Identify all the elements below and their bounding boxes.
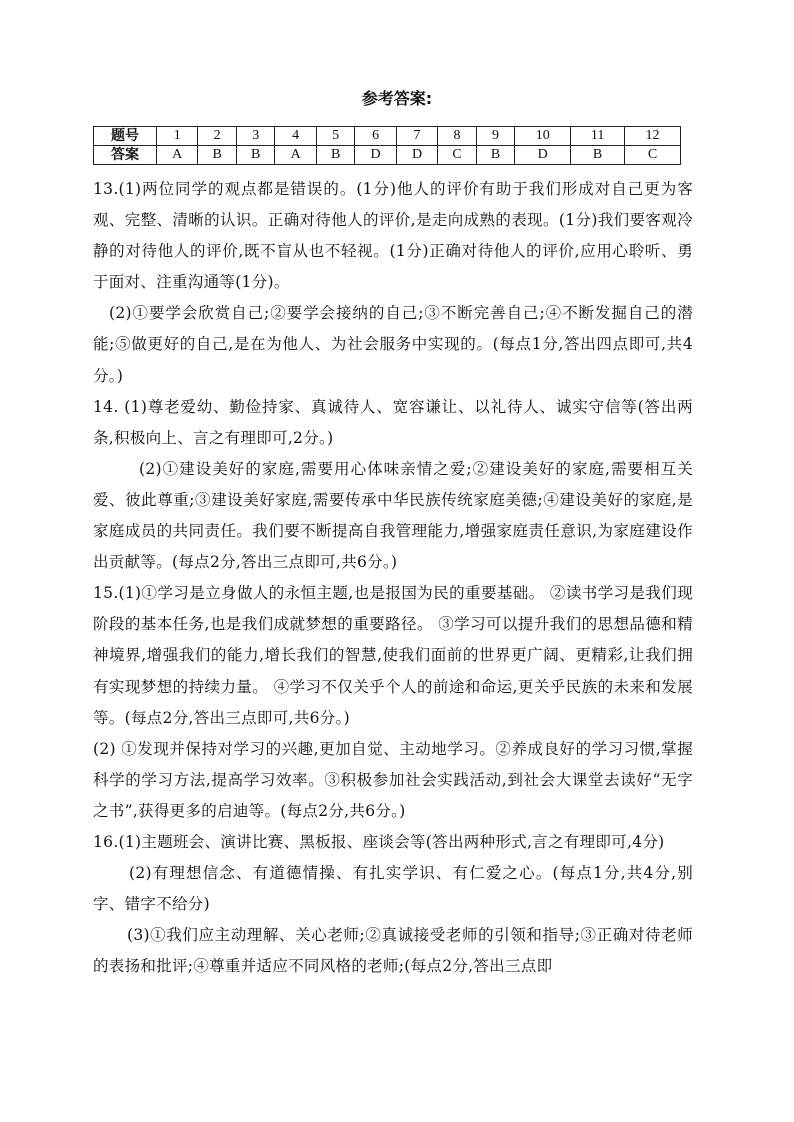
question-number: 7	[396, 127, 437, 146]
answer-paragraph-q14-1: 14. (1)尊老爱幼、勤俭持家、真诚待人、宽容谦让、以礼待人、诚实守信等(答出两条,积极向上、言之有理即可,2分。)	[93, 397, 693, 447]
question-number: 6	[355, 127, 396, 146]
question-number: 3	[236, 127, 275, 146]
question-number: 12	[625, 127, 681, 146]
answer-cell: D	[355, 146, 396, 165]
answer-cell: D	[396, 146, 437, 165]
question-number: 1	[157, 127, 198, 146]
row-label-number: 题号	[94, 127, 157, 146]
question-number: 4	[275, 127, 316, 146]
question-number: 5	[316, 127, 355, 146]
answer-paragraph-q13-2: (2)①要学会欣赏自己;②要学会接纳的自己;③不断完善自己;④不断发掘自己的潜能;⑤做更好的自己,是在为他人、为社会服务中实现的。(每点1分,答出四点即可,共4分。)	[93, 304, 693, 385]
question-number: 8	[438, 127, 477, 146]
answer-paragraph-q15-1: 15.(1)①学习是立身做人的永恒主题,也是报国为民的重要基础。 ②读书学习是我们现阶段的基本任务,也是我们成就梦想的重要路径。 ③学习可以提升我们的思想品德和精神境界,增强我们的能力,增长我们的智慧,使我们面前的世界更广阔、更精彩,让我们拥有实现梦想的持续力量。 ④学习不仅关乎个人的前途和命运,更关乎民族的未来和发展等。(每点2分,答出三点即可,共6分。)	[93, 584, 693, 727]
answer-paragraph-q14-2: (2)①建设美好的家庭,需要用心体味亲情之爱;②建设美好的家庭,需要相互关爱、彼此尊重;③建设美好家庭,需要传承中华民族传统家庭美德;④建设美好的家庭,是家庭成员的共同责任。我们要不断提高自我管理能力,增强家庭责任意识,为家庭建设作出贡献等。(每点2分,答出三点即可,共6分。)	[93, 459, 693, 572]
row-label-answer: 答案	[94, 146, 157, 165]
answer-paragraph-q16-3: (3)①我们应主动理解、关心老师;②真诚接受老师的引领和指导;③正确对待老师的表扬和批评;④尊重并适应不同风格的老师;(每点2分,答出三点即	[93, 926, 693, 976]
page-title: 参考答案:	[361, 89, 433, 108]
question-number: 11	[571, 127, 625, 146]
answer-cell: B	[476, 146, 515, 165]
answer-paragraph-q16-2: (2)有理想信念、有道德情操、有扎实学识、有仁爱之心。(每点1分,共4分,别字、错字不给分)	[93, 864, 693, 914]
question-number-row	[94, 127, 681, 146]
question-number: 10	[515, 127, 571, 146]
answer-cell: B	[571, 146, 625, 165]
answer-cell: B	[236, 146, 275, 165]
answer-cell: A	[157, 146, 198, 165]
answer-cell: C	[625, 146, 681, 165]
answer-body	[93, 174, 693, 982]
answer-cell: A	[275, 146, 316, 165]
answer-cell: B	[198, 146, 237, 165]
answer-paragraph-q13-1: 13.(1)两位同学的观点都是错误的。(1分)他人的评价有助于我们形成对自己更为客观、完整、清晰的认识。正确对待他人的评价,是走向成熟的表现。(1分)我们要客观冷静的对待他人的评价,既不盲从也不轻视。(1分)正确对待他人的评价,应用心聆听、勇于面对、注重沟通等(1分)。	[93, 180, 693, 292]
question-number: 9	[476, 127, 515, 146]
question-number: 2	[198, 127, 237, 146]
answer-paragraph-q16-1: 16.(1)主题班会、演讲比赛、黑板报、座谈会等(答出两种形式,言之有理即可,4分)	[93, 832, 665, 851]
answer-paragraph-q15-2: (2) ①发现并保持对学习的兴趣,更加自觉、主动地学习。②养成良好的学习习惯,掌握科学的学习方法,提高学习效率。③积极参加社会实践活动,到社会大课堂去读好“无字之书”,获得更多的启迪等。(每点2分,共6分。)	[93, 739, 693, 820]
answer-cell: D	[515, 146, 571, 165]
answer-row	[94, 146, 681, 165]
answer-table	[93, 126, 681, 165]
answer-cell: B	[316, 146, 355, 165]
answer-cell: C	[438, 146, 477, 165]
